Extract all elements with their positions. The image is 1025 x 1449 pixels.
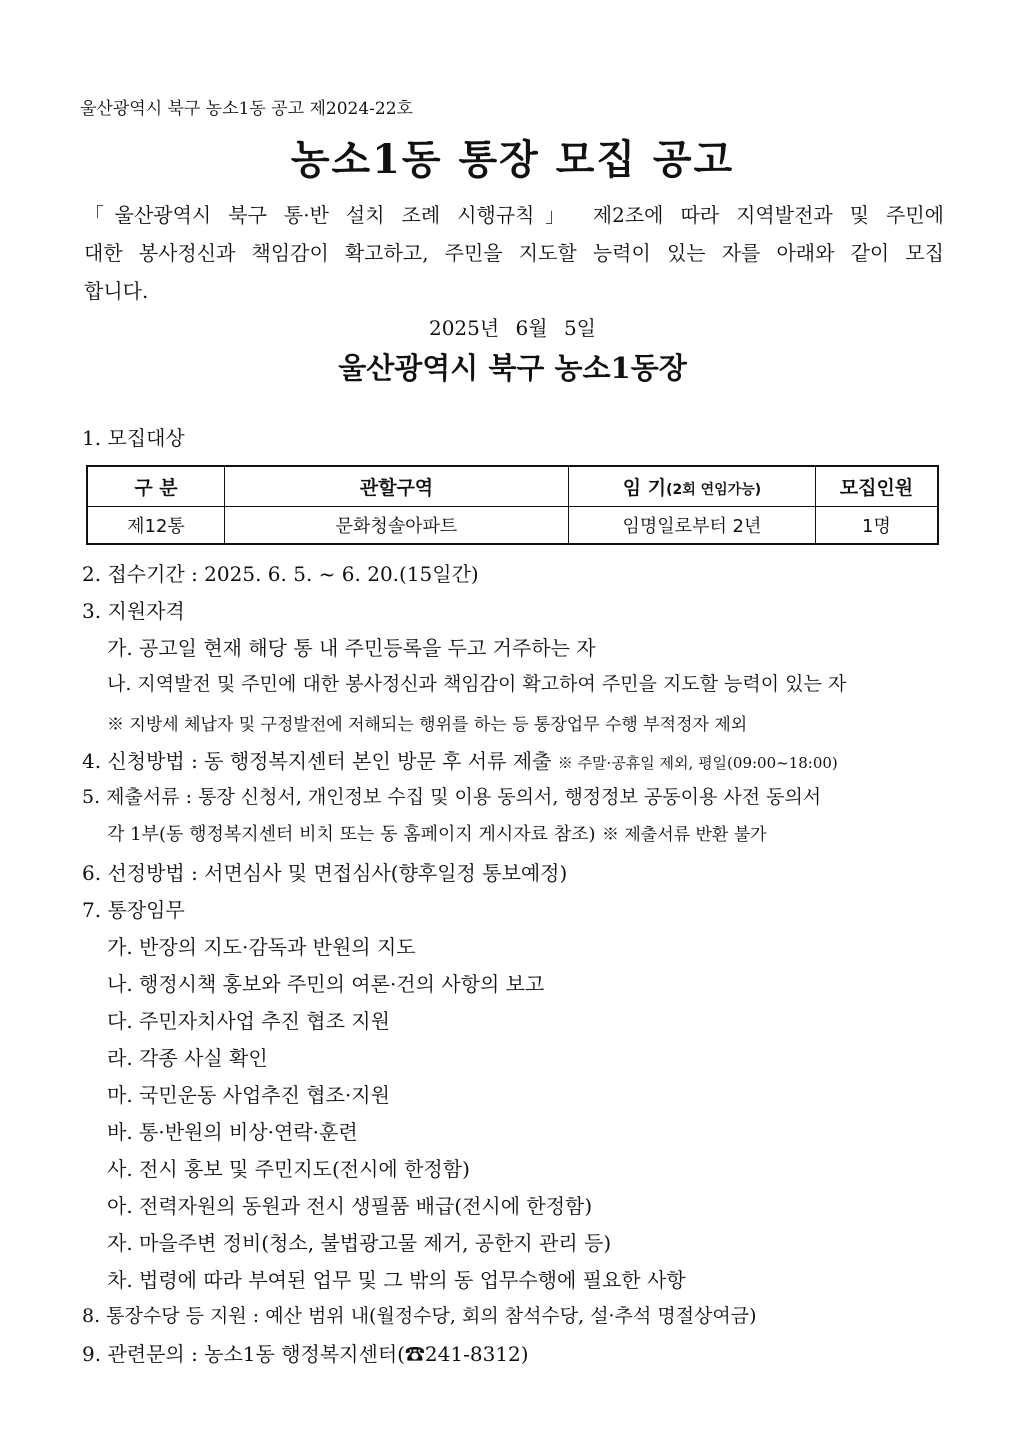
section-3-item-ga: 가. 공고일 현재 해당 통 내 주민등록을 두고 거주하는 자 <box>107 636 596 660</box>
intro-line-1: 「울산광역시 북구 통·반 설치 조례 시행규칙」 제2조에 따라 지역발전과 및 주민에 <box>84 203 944 227</box>
notice-date: 2025년 6월 5일 <box>428 316 597 340</box>
section-6: 6. 선정방법 : 서면심사 및 면접심사(향후일정 통보예정) <box>82 861 568 885</box>
list-item: 사. 전시 홍보 및 주민지도(전시에 한정함) <box>107 1157 470 1181</box>
header-term <box>568 466 815 507</box>
list-item: 나. 행정시책 홍보와 주민의 여론·건의 사항의 보고 <box>107 972 545 996</box>
list-item: 가. 반장의 지도·감독과 반원의 지도 <box>107 935 416 959</box>
notice-number: 울산광역시 북구 농소1동 공고 제2024-22호 <box>80 99 413 119</box>
section-7-heading: 7. 통장임무 <box>82 898 185 922</box>
list-item: 자. 마을주변 정비(청소, 불법광고물 제거, 공한지 관리 등) <box>107 1231 612 1255</box>
list-item: 아. 전력자원의 동원과 전시 생필품 배급(전시에 한정함) <box>107 1194 593 1218</box>
list-item: 바. 통·반원의 비상·연락·훈련 <box>107 1120 358 1144</box>
section-8: 8. 통장수당 등 지원 : 예산 범위 내(월정수당, 회의 참석수당, 설·추석 명절상여금) <box>82 1305 757 1327</box>
section-9: 9. 관련문의 : 농소1동 행정복지센터(☎241-8312) <box>82 1342 529 1366</box>
section-3-heading: 3. 지원자격 <box>82 599 185 623</box>
cell-tong: 제12통 <box>87 507 224 545</box>
cell-headcount: 1명 <box>815 507 938 545</box>
list-item: 마. 국민운동 사업추진 협조·지원 <box>107 1083 390 1107</box>
header-headcount: 모집인원 <box>815 466 938 507</box>
section-1-heading: 1. 모집대상 <box>82 426 185 450</box>
section-4 <box>82 745 838 774</box>
section-5-line-1: 5. 제출서류 : 통장 신청서, 개인정보 수집 및 이용 동의서, 행정정보 공동이용 사전 동의서 <box>82 786 822 808</box>
list-item: 라. 각종 사실 확인 <box>107 1046 268 1070</box>
header-district: 관할구역 <box>224 466 568 507</box>
header-category: 구 분 <box>87 466 224 507</box>
header-term-label: 임 기 <box>622 477 667 499</box>
list-item: 다. 주민자치사업 추진 협조 지원 <box>107 1009 390 1033</box>
list-item: 차. 법령에 따라 부여된 업무 및 그 밖의 동 업무수행에 필요한 사항 <box>107 1268 686 1292</box>
issuer-name: 울산광역시 북구 농소1동장 <box>338 351 687 385</box>
page-title: 농소1동 통장 모집 공고 <box>290 136 735 183</box>
recruit-table <box>86 465 939 545</box>
cell-term: 임명일로부터 2년 <box>568 507 815 545</box>
intro-line-2: 대한 봉사정신과 책임감이 확고하고, 주민을 지도할 능력이 있는 자를 아래와 같이 모집 <box>84 241 944 265</box>
header-term-note: (2회 연임가능) <box>666 482 762 498</box>
table-header-row <box>87 466 938 507</box>
section-2: 2. 접수기간 : 2025. 6. 5. ~ 6. 20.(15일간) <box>82 562 479 586</box>
table-row <box>87 507 938 545</box>
intro-line-3: 합니다. <box>84 279 149 303</box>
section-4-main: 4. 신청방법 : 동 행정복지센터 본인 방문 후 서류 제출 <box>82 749 552 773</box>
section-3-note: ※ 지방세 체납자 및 구정발전에 저해되는 행위를 하는 등 통장업무 수행 부적정자 제외 <box>107 715 748 735</box>
section-3-item-na: 나. 지역발전 및 주민에 대한 봉사정신과 책임감이 확고하여 주민을 지도할 능력이 있는 자 <box>107 673 847 695</box>
section-5-line-2 <box>107 820 767 846</box>
section-5-note: ※ 제출서류 반환 불가 <box>601 825 767 845</box>
section-4-note: ※ 주말·공휴일 제외, 평일(09:00~18:00) <box>557 754 838 772</box>
cell-district: 문화청솔아파트 <box>224 507 568 545</box>
section-5-docs: 각 1부(동 행정복지센터 비치 또는 동 홈페이지 게시자료 참조) <box>107 824 596 845</box>
